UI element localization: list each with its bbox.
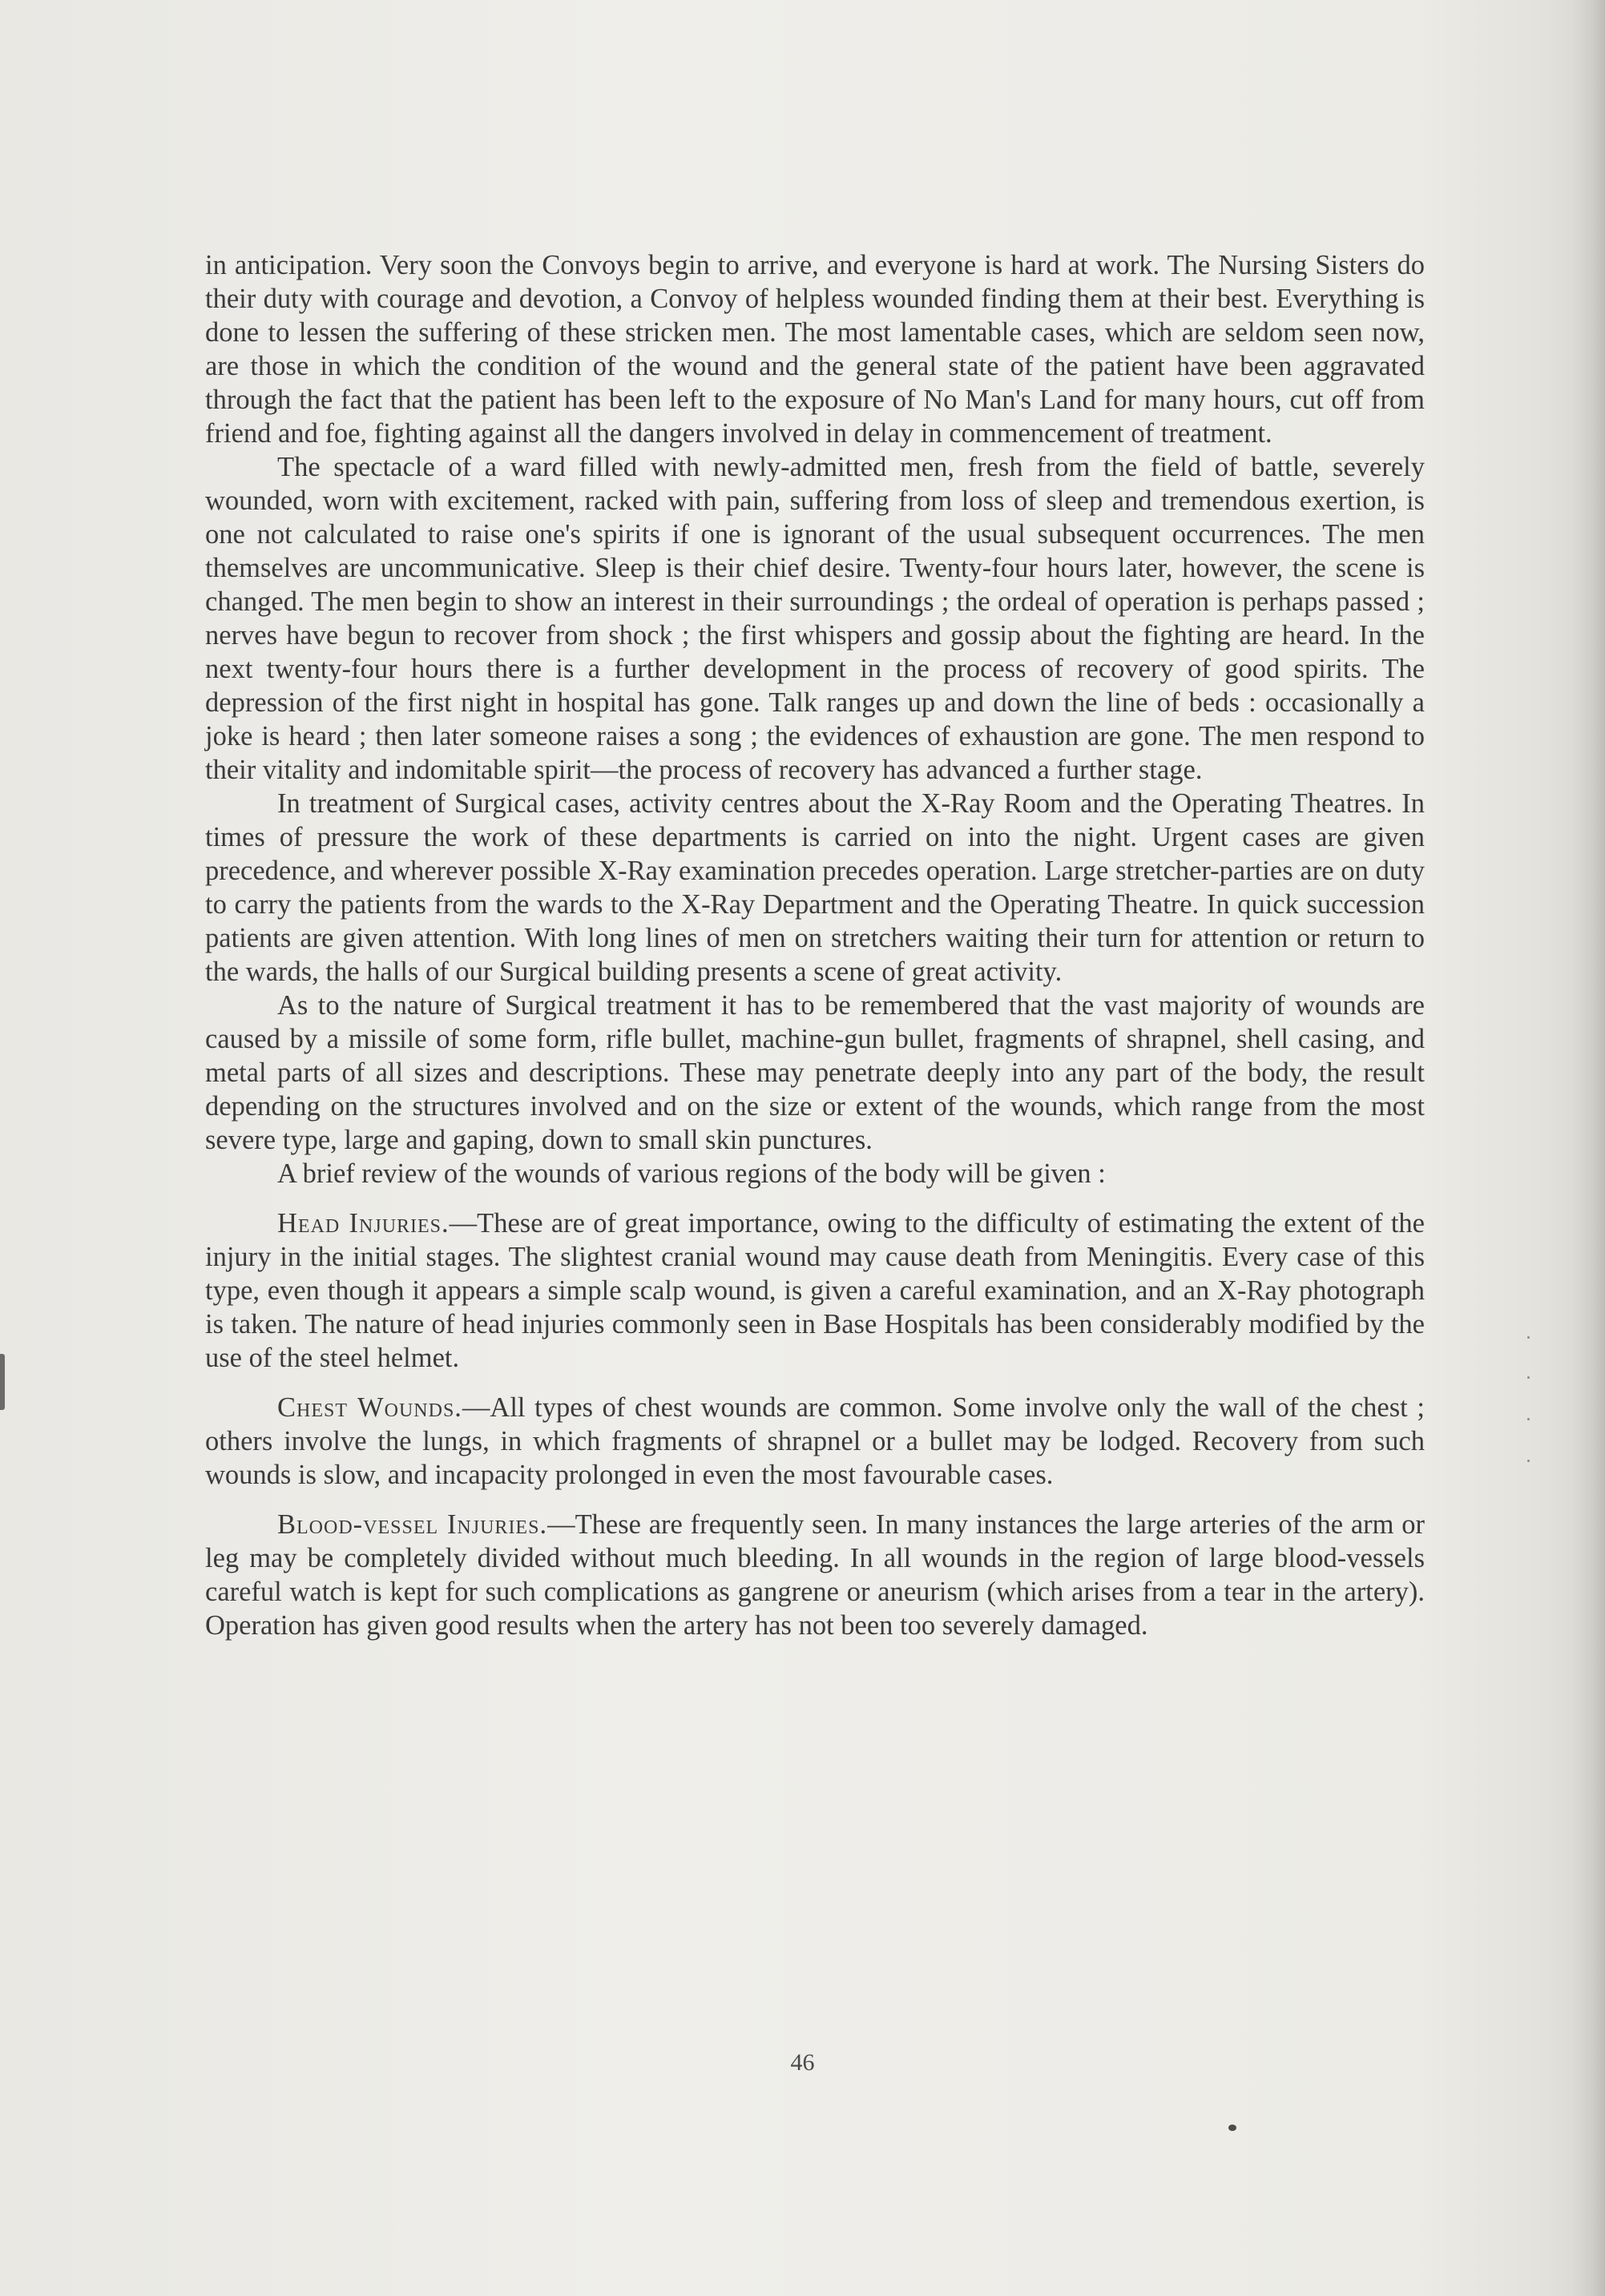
paragraph-anticipation: in anticipation. Very soon the Convoys begin to arrive, and everyone is hard at work. The Nursing Sisters do their duty with courage and devotion, a Convoy of helpless wounded finding them at their best. Everything is done to lessen the suffering of these stricken men. The most lamentable cases, which are seldom seen now, are those in which the condition of the wound and the general state of the patient have been aggravated through the fact that the patient has been left to the exposure of No Man's Land for many hours, cut off from friend and foe, fighting against all the dangers involved in delay in commencement of treatment. bbox=[205, 250, 1425, 449]
section-text-blood-vessel-injuries: —These are frequently seen. In many instances the large arteries of the arm or leg may be completely divided without much bleeding. In all wounds in the region of large blood-vessels careful watch is kept for such complications as gangrene or aneurism (which arises from a tear in the artery). Operation has given good results when the artery has not been too severely damaged. bbox=[205, 1509, 1425, 1641]
paragraph-surgical-treatment: In treatment of Surgical cases, activity centres about the X-Ray Room and the Operating Theatres. In times of pressure the work of these departments is carried on into the night. Urgent cases are given precedence, and wherever possible X-Ray examination precedes operation. Large stretcher-parties are on duty to carry the patients from the wards to the X-Ray Department and the Operating Theatre. In quick succession patients are given attention. With long lines of men on stretchers waiting their turn for attention or return to the wards, the halls of our Surgical building presents a scene of great activity. bbox=[205, 788, 1425, 987]
margin-dot bbox=[1527, 1460, 1530, 1462]
paragraph-nature-of-wounds: As to the nature of Surgical treatment it has to be remembered that the vast majority of wounds are caused by a missile of some form, rifle bullet, machine-gun bullet, fragments of shrapnel, shell casing, and metal parts of all sizes and descriptions. These may penetrate deeply into any part of the body, the result depending on the structures involved and on the size or extent of the wounds, which range from the most severe type, large and gaping, down to small skin punctures. bbox=[205, 990, 1425, 1155]
margin-dot bbox=[1527, 1418, 1530, 1420]
margin-dot bbox=[1527, 1336, 1530, 1339]
paragraph-ward-spectacle: The spectacle of a ward filled with newly-admitted men, fresh from the field of battle, severely wounded, worn with excitement, racked with pain, suffering from loss of sleep and tremendous exertion, is one not calculated to raise one's spirits if one is ignorant of the usual subsequent occurrences. The men themselves are uncommunicative. Sleep is their chief desire. Twenty-four hours later, however, the scene is changed. The men begin to show an interest in their surroundings ; the ordeal of operation is perhaps passed ; nerves have begun to recover from shock ; the first whispers and gossip about the fighting are heard. In the next twenty-four hours there is a further development in the process of recovery of good spirits. The depression of the first night in hospital has gone. Talk ranges up and down the line of beds : occasionally a joke is heard ; then later someone raises a song ; the evidences of exhaustion are gone. The men respond to their vitality and indomitable spirit—the process of recovery has advanced a further stage. bbox=[205, 452, 1425, 785]
page-number: 46 bbox=[790, 2049, 815, 2076]
section-blood-vessel-injuries bbox=[205, 1508, 1425, 1642]
section-heading-head-injuries: Head Injuries. bbox=[277, 1208, 450, 1239]
section-heading-blood-vessel-injuries: Blood-vessel Injuries. bbox=[277, 1509, 548, 1540]
section-text-head-injuries: —These are of great importance, owing to the difficulty of estimating the extent of the injury in the initial stages. The slightest cranial wound may cause death from Meningitis. Every case of this type, even though it appears a simple scalp wound, is given a careful examination, and an X-Ray photograph is taken. The nature of head injuries commonly seen in Base Hospitals has been considerably modified by the use of the steel helmet. bbox=[205, 1208, 1425, 1373]
binding-mark bbox=[0, 1354, 5, 1410]
paragraph-brief-review: A brief review of the wounds of various regions of the body will be given : bbox=[277, 1158, 1106, 1189]
book-spine-shadow bbox=[1573, 0, 1605, 2296]
section-chest-wounds bbox=[205, 1391, 1425, 1492]
page-text bbox=[205, 248, 1425, 1642]
section-head-injuries bbox=[205, 1206, 1425, 1375]
margin-dot bbox=[1527, 1376, 1530, 1379]
section-heading-chest-wounds: Chest Wounds. bbox=[277, 1392, 462, 1423]
ink-speck bbox=[1228, 2125, 1236, 2131]
section-text-chest-wounds: —All types of chest wounds are common. Some involve only the wall of the chest ; others involve the lungs, in which fragments of shrapnel or a bullet may be lodged. Recovery from such wounds is slow, and incapacity prolonged in even the most favourable cases. bbox=[205, 1392, 1425, 1490]
